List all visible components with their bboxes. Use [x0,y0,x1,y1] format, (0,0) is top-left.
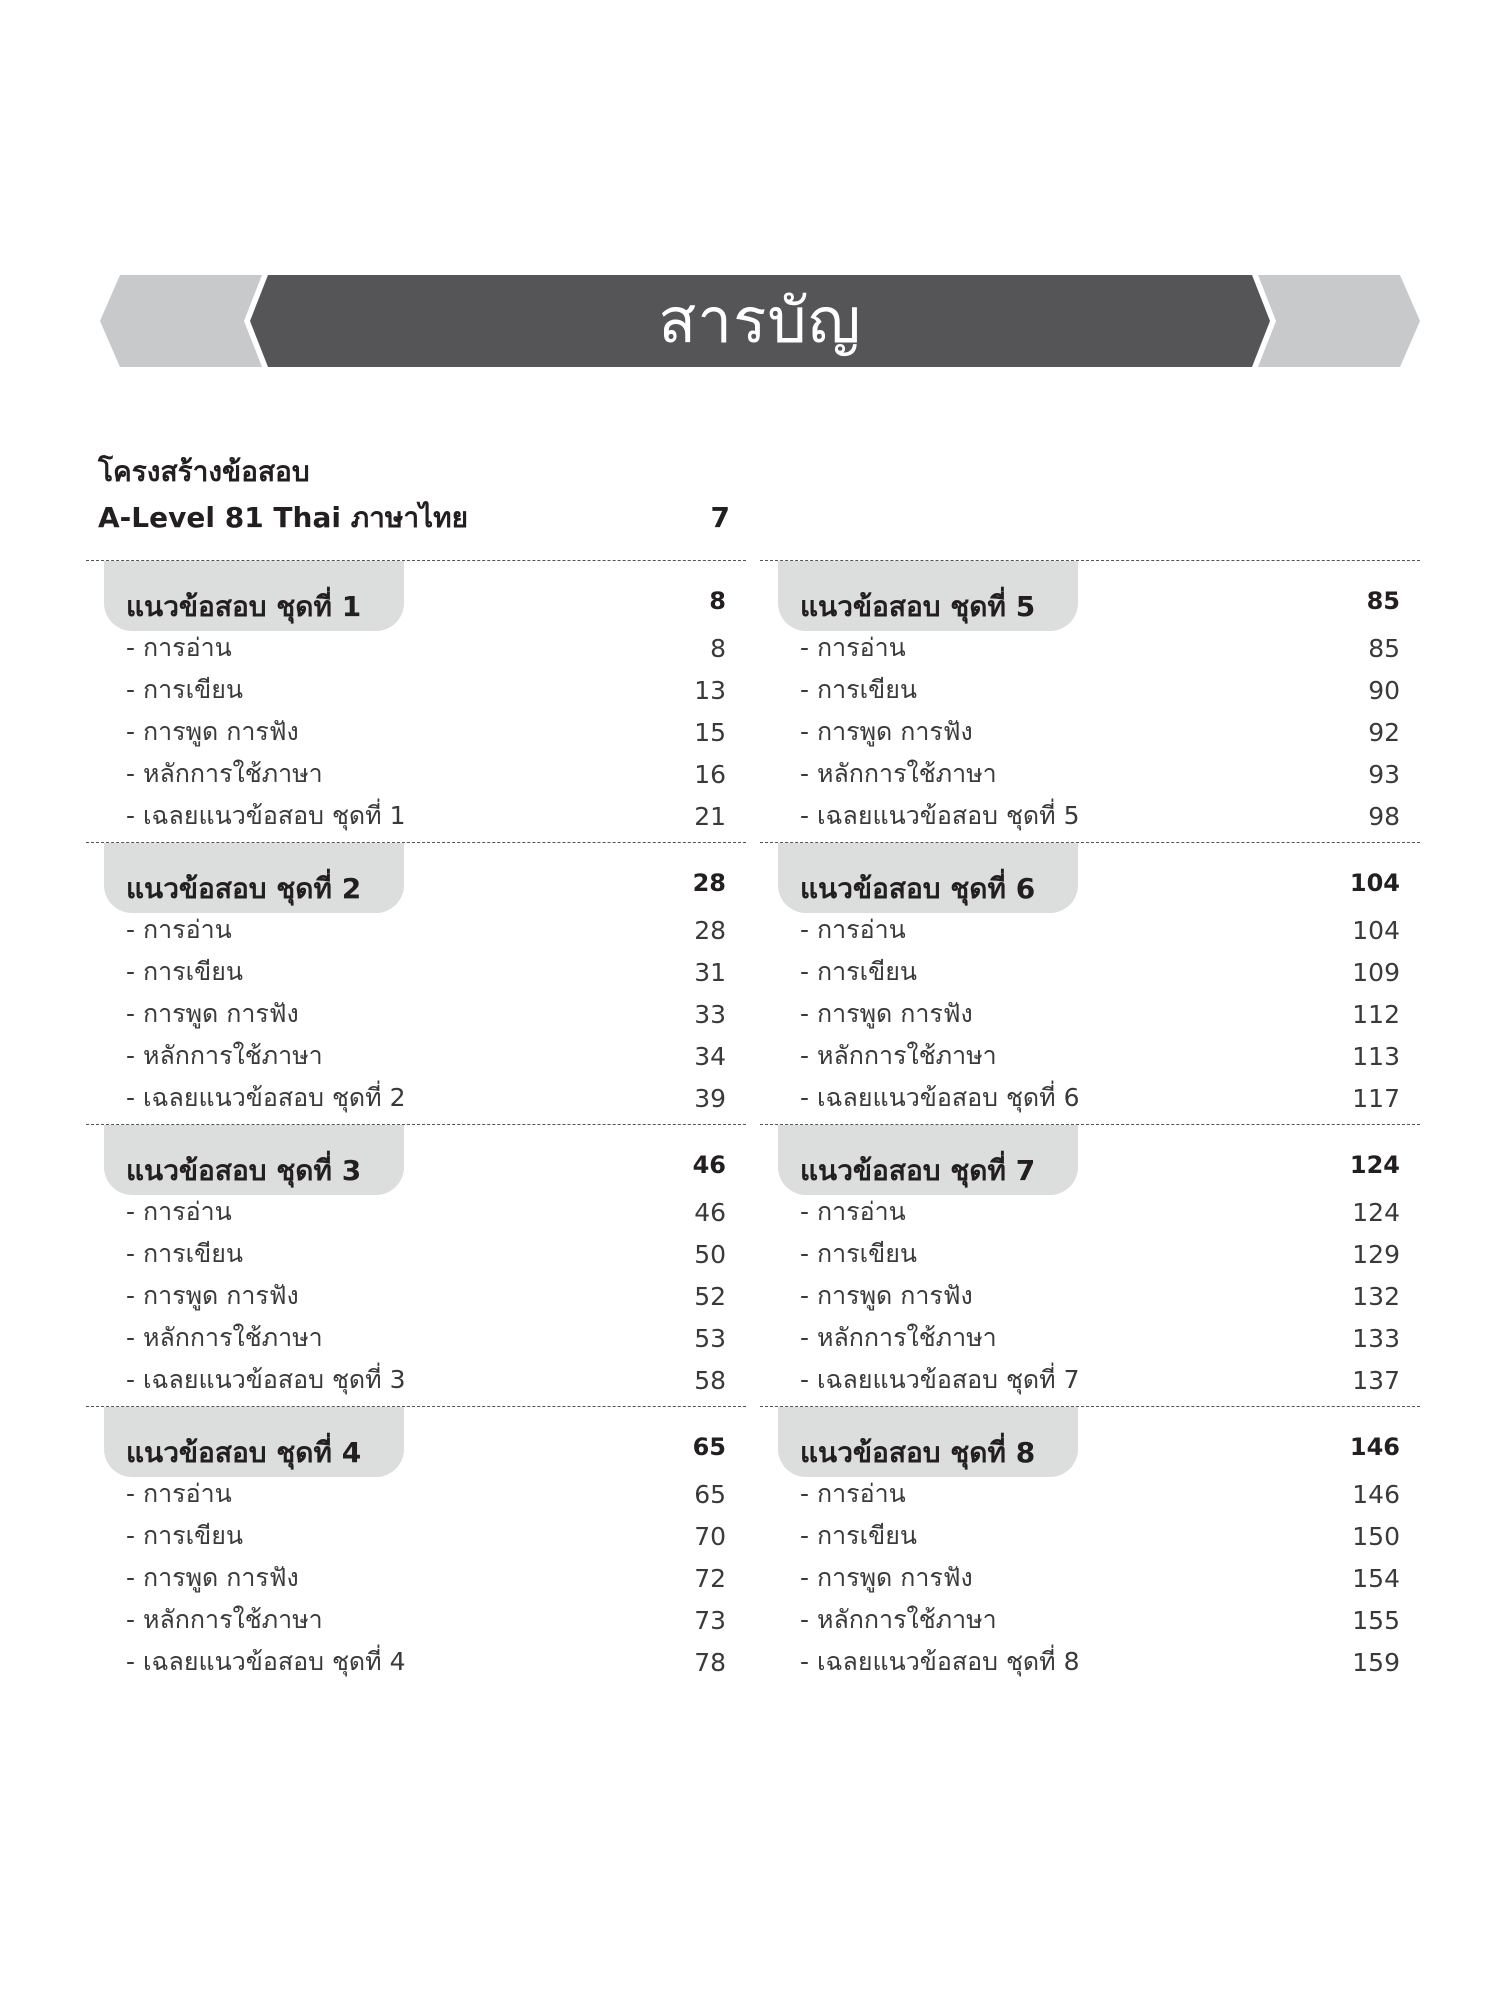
toc-section-set-5 [760,560,1420,842]
toc-entry-label: - หลักการใช้ภาษา [126,1041,323,1070]
toc-entry[interactable] [800,1318,1400,1358]
toc-entry-page: 39 [694,1083,726,1113]
toc-entry[interactable] [126,1558,726,1598]
section-heading[interactable]: แนวข้อสอบ ชุดที่ 8 [800,1436,1036,1469]
toc-entry-label: - หลักการใช้ภาษา [126,1323,323,1352]
toc-entry[interactable] [126,670,726,710]
toc-entry-page: 73 [694,1605,726,1635]
toc-entry-label: - การอ่าน [800,915,906,944]
toc-entry[interactable] [800,1234,1400,1274]
toc-entry-page: 15 [694,717,726,747]
toc-entry-page: 72 [694,1563,726,1593]
section-heading[interactable]: แนวข้อสอบ ชุดที่ 1 [126,590,362,623]
toc-entry[interactable] [800,994,1400,1034]
toc-entry[interactable] [800,910,1400,950]
toc-entry-label: - เฉลยแนวข้อสอบ ชุดที่ 7 [800,1365,1080,1394]
toc-entry-label: - การอ่าน [126,1479,232,1508]
toc-entry[interactable] [800,1276,1400,1316]
toc-entry-page: 78 [694,1647,726,1677]
toc-entry-page: 8 [710,633,726,663]
toc-entry-label: - การเขียน [800,1521,917,1550]
section-page: 46 [692,1151,726,1179]
toc-entry-page: 34 [694,1041,726,1071]
toc-entry[interactable] [800,1516,1400,1556]
toc-entry[interactable] [800,1192,1400,1232]
toc-entry-page: 124 [1352,1197,1400,1227]
toc-column-left [86,560,746,1688]
toc-entry[interactable] [800,1600,1400,1640]
toc-entry-page: 53 [694,1323,726,1353]
toc-entry-label: - เฉลยแนวข้อสอบ ชุดที่ 3 [126,1365,406,1394]
toc-entry-label: - หลักการใช้ภาษา [800,759,997,788]
toc-entry-page: 113 [1352,1041,1400,1071]
toc-entry-label: - การพูด การฟัง [800,1563,973,1592]
toc-entry-label: - การเขียน [126,675,243,704]
toc-entry-label: - การพูด การฟัง [126,1281,299,1310]
section-page: 8 [709,587,726,615]
toc-entry-label: - การเขียน [126,1521,243,1550]
toc-entry-page: 137 [1352,1365,1400,1395]
toc-section-set-3 [86,1124,746,1406]
toc-entry-page: 155 [1352,1605,1400,1635]
toc-entry-page: 146 [1352,1479,1400,1509]
toc-entry-label: - เฉลยแนวข้อสอบ ชุดที่ 4 [126,1647,406,1676]
toc-entry-page: 132 [1352,1281,1400,1311]
toc-entry[interactable] [800,1558,1400,1598]
toc-entry[interactable] [126,796,726,836]
toc-entry[interactable] [126,1234,726,1274]
toc-entry-page: 98 [1368,801,1400,831]
toc-section-set-1 [86,560,746,842]
toc-entry-label: - การเขียน [800,675,917,704]
toc-entry[interactable] [800,1474,1400,1514]
toc-entry-page: 90 [1368,675,1400,705]
exam-structure-entry[interactable] [98,496,730,540]
toc-entry[interactable] [800,670,1400,710]
toc-entry-label: - การอ่าน [126,1197,232,1226]
toc-entry[interactable] [800,796,1400,836]
toc-entry[interactable] [126,1276,726,1316]
toc-entry-label: - การพูด การฟัง [800,1281,973,1310]
exam-structure-heading: โครงสร้างข้อสอบ [98,455,310,488]
toc-entry-label: - เฉลยแนวข้อสอบ ชุดที่ 5 [800,801,1080,830]
toc-entry-page: 92 [1368,717,1400,747]
toc-entry-page: 50 [694,1239,726,1269]
toc-entry-page: 133 [1352,1323,1400,1353]
toc-entry[interactable] [800,1078,1400,1118]
toc-entry-page: 159 [1352,1647,1400,1677]
exam-structure-label: A-Level 81 Thai ภาษาไทย [98,501,469,534]
toc-entry[interactable] [126,1516,726,1556]
toc-entry-label: - การอ่าน [126,633,232,662]
section-heading[interactable]: แนวข้อสอบ ชุดที่ 5 [800,590,1036,623]
toc-entry-page: 70 [694,1521,726,1551]
toc-entry[interactable] [126,1600,726,1640]
toc-entry-page: 65 [694,1479,726,1509]
toc-entry[interactable] [126,910,726,950]
page-title: สารบัญ [658,284,862,357]
toc-entry[interactable] [126,628,726,668]
toc-entry[interactable] [126,952,726,992]
toc-entry-page: 150 [1352,1521,1400,1551]
toc-entry-page: 117 [1352,1083,1400,1113]
toc-entry[interactable] [126,1192,726,1232]
exam-structure-page: 7 [710,501,730,534]
toc-entry-label: - การเขียน [800,957,917,986]
toc-entry-page: 52 [694,1281,726,1311]
toc-entry[interactable] [126,712,726,752]
toc-entry[interactable] [800,1036,1400,1076]
section-heading[interactable]: แนวข้อสอบ ชุดที่ 2 [126,872,362,905]
section-heading[interactable]: แนวข้อสอบ ชุดที่ 4 [126,1436,362,1469]
toc-entry-label: - เฉลยแนวข้อสอบ ชุดที่ 6 [800,1083,1080,1112]
section-heading[interactable]: แนวข้อสอบ ชุดที่ 3 [126,1154,362,1187]
section-page: 146 [1349,1433,1400,1461]
toc-entry-label: - การอ่าน [126,915,232,944]
toc-section-set-7 [760,1124,1420,1406]
toc-entry[interactable] [800,1360,1400,1400]
toc-entry-label: - เฉลยแนวข้อสอบ ชุดที่ 2 [126,1083,406,1112]
toc-entry-label: - หลักการใช้ภาษา [126,759,323,788]
toc-entry-page: 85 [1368,633,1400,663]
toc-entry[interactable] [800,712,1400,752]
section-page: 85 [1366,587,1400,615]
toc-entry[interactable] [800,952,1400,992]
toc-entry-page: 21 [694,801,726,831]
toc-entry-page: 104 [1352,915,1400,945]
toc-entry[interactable] [126,754,726,794]
toc-entry-page: 16 [694,759,726,789]
section-page: 104 [1349,869,1400,897]
toc-entry-page: 46 [694,1197,726,1227]
toc-entry-label: - การเขียน [800,1239,917,1268]
toc-entry[interactable] [126,994,726,1034]
toc-entry-page: 154 [1352,1563,1400,1593]
toc-section-set-4 [86,1406,746,1688]
toc-entry-page: 112 [1352,999,1400,1029]
toc-section-set-8 [760,1406,1420,1688]
toc-entry-page: 28 [694,915,726,945]
toc-entry[interactable] [126,1036,726,1076]
toc-entry-label: - การพูด การฟัง [126,717,299,746]
toc-entry-page: 129 [1352,1239,1400,1269]
toc-entry[interactable] [800,754,1400,794]
toc-entry-label: - การอ่าน [800,633,906,662]
toc-section-set-2 [86,842,746,1124]
toc-entry[interactable] [126,1642,726,1682]
toc-entry[interactable] [126,1360,726,1400]
toc-entry[interactable] [800,628,1400,668]
toc-entry-label: - การอ่าน [800,1479,906,1508]
section-heading[interactable]: แนวข้อสอบ ชุดที่ 7 [800,1154,1036,1187]
toc-entry-page: 31 [694,957,726,987]
toc-entry[interactable] [126,1474,726,1514]
section-heading[interactable]: แนวข้อสอบ ชุดที่ 6 [800,872,1036,905]
section-page: 28 [692,869,726,897]
toc-entry-label: - การอ่าน [800,1197,906,1226]
toc-entry-label: - การพูด การฟัง [126,1563,299,1592]
toc-entry-label: - การพูด การฟัง [800,717,973,746]
toc-column-right [760,560,1420,1688]
toc-entry-label: - การเขียน [126,1239,243,1268]
toc-entry[interactable] [126,1078,726,1118]
toc-entry-page: 109 [1352,957,1400,987]
toc-entry-label: - การพูด การฟัง [126,999,299,1028]
toc-entry-page: 33 [694,999,726,1029]
toc-entry-label: - การเขียน [126,957,243,986]
toc-entry[interactable] [126,1318,726,1358]
toc-entry-page: 93 [1368,759,1400,789]
toc-entry-label: - เฉลยแนวข้อสอบ ชุดที่ 1 [126,801,406,830]
toc-entry[interactable] [800,1642,1400,1682]
toc-entry-label: - หลักการใช้ภาษา [126,1605,323,1634]
toc-entry-label: - หลักการใช้ภาษา [800,1323,997,1352]
toc-entry-page: 58 [694,1365,726,1395]
toc-entry-page: 13 [694,675,726,705]
toc-entry-label: - หลักการใช้ภาษา [800,1605,997,1634]
toc-entry-label: - หลักการใช้ภาษา [800,1041,997,1070]
toc-section-set-6 [760,842,1420,1124]
section-page: 65 [692,1433,726,1461]
toc-entry-label: - การพูด การฟัง [800,999,973,1028]
toc-entry-label: - เฉลยแนวข้อสอบ ชุดที่ 8 [800,1647,1080,1676]
section-page: 124 [1349,1151,1400,1179]
